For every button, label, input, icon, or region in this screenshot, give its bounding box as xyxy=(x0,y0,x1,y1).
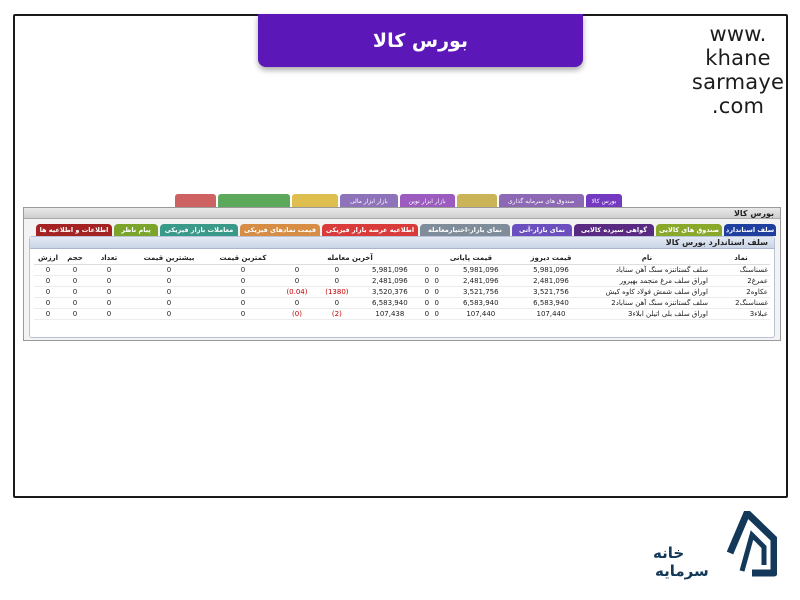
background-tab: بورس کالا xyxy=(586,194,622,208)
tab-7[interactable]: معاملات بازار فیزیکی xyxy=(160,224,238,236)
background-tabs-row xyxy=(175,194,622,208)
tab-0[interactable]: سلف استاندارد xyxy=(725,226,775,234)
cell-symbol: غسناسنگ xyxy=(712,264,770,275)
col-symbol[interactable]: نماد xyxy=(712,253,770,264)
cell-last-trade: 107,438 xyxy=(358,308,422,319)
table-row[interactable] xyxy=(34,264,770,275)
col-close-price[interactable]: قیمت پایانی xyxy=(422,253,520,264)
cell-value: 0 xyxy=(34,286,62,297)
col-count[interactable]: تعداد xyxy=(88,253,130,264)
cell-close-percent: 0 xyxy=(422,297,432,308)
background-tab: بازار ابزار مالی xyxy=(340,194,397,208)
cell-last-percent: (0.04) xyxy=(278,286,316,297)
tab-5[interactable]: اطلاعیه عرضه بازار فیزیکی xyxy=(322,224,418,236)
col-min-price[interactable]: کمترین قیمت xyxy=(208,253,278,264)
cell-min-price: 0 xyxy=(208,297,278,308)
cell-last-change: 0 xyxy=(316,275,358,286)
cell-last-trade: 2,481,096 xyxy=(358,275,422,286)
cell-prev-price: 3,521,756 xyxy=(520,286,582,297)
logo-text-line-1: خانه xyxy=(653,544,685,562)
table-row[interactable] xyxy=(34,297,770,308)
col-name[interactable]: نام xyxy=(582,253,712,264)
panel-header: بورس کالا xyxy=(24,208,780,219)
cell-max-price: 0 xyxy=(130,264,208,275)
background-tab xyxy=(218,194,289,208)
tab-1[interactable]: صندوق های کالایی xyxy=(656,224,722,236)
cell-close-change: 0 xyxy=(432,286,442,297)
cell-volume: 0 xyxy=(62,297,88,308)
cell-count: 0 xyxy=(88,308,130,319)
cell-min-price: 0 xyxy=(208,286,278,297)
cell-prev-price: 107,440 xyxy=(520,308,582,319)
cell-close-price: 5,981,096 xyxy=(442,264,520,275)
app-panel xyxy=(23,207,781,341)
cell-close-change: 0 xyxy=(432,275,442,286)
cell-min-price: 0 xyxy=(208,275,278,286)
cell-count: 0 xyxy=(88,264,130,275)
cell-value: 0 xyxy=(34,308,62,319)
col-max-price[interactable]: بیشترین قیمت xyxy=(130,253,208,264)
cell-max-price: 0 xyxy=(130,297,208,308)
website-line-3: sarmaye xyxy=(691,70,785,94)
tab-6[interactable]: قیمت نمادهای فیزیکی xyxy=(240,224,320,236)
page-title-banner xyxy=(258,14,583,67)
table-row[interactable] xyxy=(34,308,770,319)
website-line-1: www. xyxy=(709,22,767,46)
cell-symbol: عبلاء3 xyxy=(712,308,770,319)
cell-close-price: 6,583,940 xyxy=(442,297,520,308)
cell-last-trade: 3,520,376 xyxy=(358,286,422,297)
cell-last-change: 0 xyxy=(316,264,358,275)
cell-prev-price: 5,981,096 xyxy=(520,264,582,275)
cell-max-price: 0 xyxy=(130,275,208,286)
cell-last-trade: 5,981,096 xyxy=(358,264,422,275)
cell-max-price: 0 xyxy=(130,286,208,297)
col-value[interactable]: ارزش xyxy=(34,253,62,264)
col-last-trade[interactable]: آخرین معامله xyxy=(278,253,422,264)
col-volume[interactable]: حجم xyxy=(62,253,88,264)
cell-value: 0 xyxy=(34,275,62,286)
tab-8[interactable]: پیام ناظر xyxy=(114,224,158,236)
website-line-2: khane xyxy=(705,46,771,70)
cell-max-price: 0 xyxy=(130,308,208,319)
cell-symbol: عکاوه2 xyxy=(712,286,770,297)
cell-count: 0 xyxy=(88,297,130,308)
cell-count: 0 xyxy=(88,275,130,286)
background-tab xyxy=(292,194,339,208)
col-prev-price[interactable]: قیمت دیروز xyxy=(520,253,582,264)
cell-last-percent: 0 xyxy=(278,297,316,308)
cell-symbol: غسناسنگ2 xyxy=(712,297,770,308)
cell-last-percent: 0 xyxy=(278,275,316,286)
tab-3[interactable]: نمای بازار-آتی xyxy=(512,224,572,236)
cell-volume: 0 xyxy=(62,275,88,286)
cell-prev-price: 2,481,096 xyxy=(520,275,582,286)
cell-close-change: 0 xyxy=(432,308,442,319)
cell-last-percent: 0 xyxy=(278,264,316,275)
cell-min-price: 0 xyxy=(208,308,278,319)
securities-table xyxy=(34,253,770,320)
cell-value: 0 xyxy=(34,297,62,308)
cell-name: اوراق سلف شمش فولاد کاوه کیش xyxy=(582,286,712,297)
listing-panel xyxy=(29,236,775,338)
cell-name: اوراق سلف مرغ منجمد بهپرور xyxy=(582,275,712,286)
background-tab xyxy=(175,194,216,208)
cell-count: 0 xyxy=(88,286,130,297)
cell-close-percent: 0 xyxy=(422,264,432,275)
cell-name: سلف گستاتنزه سنگ آهن سناباد xyxy=(582,264,712,275)
cell-volume: 0 xyxy=(62,286,88,297)
page-title: بورس کالا xyxy=(372,29,469,52)
cell-close-change: 0 xyxy=(432,264,442,275)
cell-close-price: 3,521,756 xyxy=(442,286,520,297)
background-tab: صندوق های سرمایه گذاری xyxy=(499,194,584,208)
cell-last-change: (1380) xyxy=(316,286,358,297)
tab-9[interactable]: اطلاعات و اطلاعیه ها xyxy=(36,224,112,236)
cell-name: اوراق سلف بلی اتیلن ابلاء3 xyxy=(582,308,712,319)
cell-close-percent: 0 xyxy=(422,308,432,319)
cell-min-price: 0 xyxy=(208,264,278,275)
cell-close-price: 107,440 xyxy=(442,308,520,319)
logo-text-line-2: سرمایه xyxy=(655,562,709,580)
background-tab xyxy=(457,194,497,208)
cell-close-percent: 0 xyxy=(422,286,432,297)
tab-4[interactable]: نمای بازار-اختیارمعامله xyxy=(420,224,510,236)
cell-close-change: 0 xyxy=(432,297,442,308)
listing-title: سلف استاندارد بورس کالا xyxy=(30,237,774,249)
website-line-4: .com xyxy=(711,94,765,118)
cell-last-change: 0 xyxy=(316,297,358,308)
cell-symbol: عمرغ2 xyxy=(712,275,770,286)
cell-last-change: (2) xyxy=(316,308,358,319)
tab-2[interactable]: گواهی سپرده کالایی xyxy=(574,224,654,236)
website-address xyxy=(690,22,786,118)
cell-volume: 0 xyxy=(62,308,88,319)
table-row[interactable] xyxy=(34,275,770,286)
cell-close-price: 2,481,096 xyxy=(442,275,520,286)
cell-prev-price: 6,583,940 xyxy=(520,297,582,308)
table-header-row xyxy=(34,253,770,264)
cell-last-trade: 6,583,940 xyxy=(358,297,422,308)
cell-close-percent: 0 xyxy=(422,275,432,286)
cell-last-percent: (0) xyxy=(278,308,316,319)
cell-value: 0 xyxy=(34,264,62,275)
cell-name: سلف گستاتنزه سنگ آهن سناباد2 xyxy=(582,297,712,308)
background-tab: بازار ابزار نوین xyxy=(400,194,455,208)
cell-volume: 0 xyxy=(62,264,88,275)
table-row[interactable] xyxy=(34,286,770,297)
market-tabs xyxy=(34,224,776,236)
